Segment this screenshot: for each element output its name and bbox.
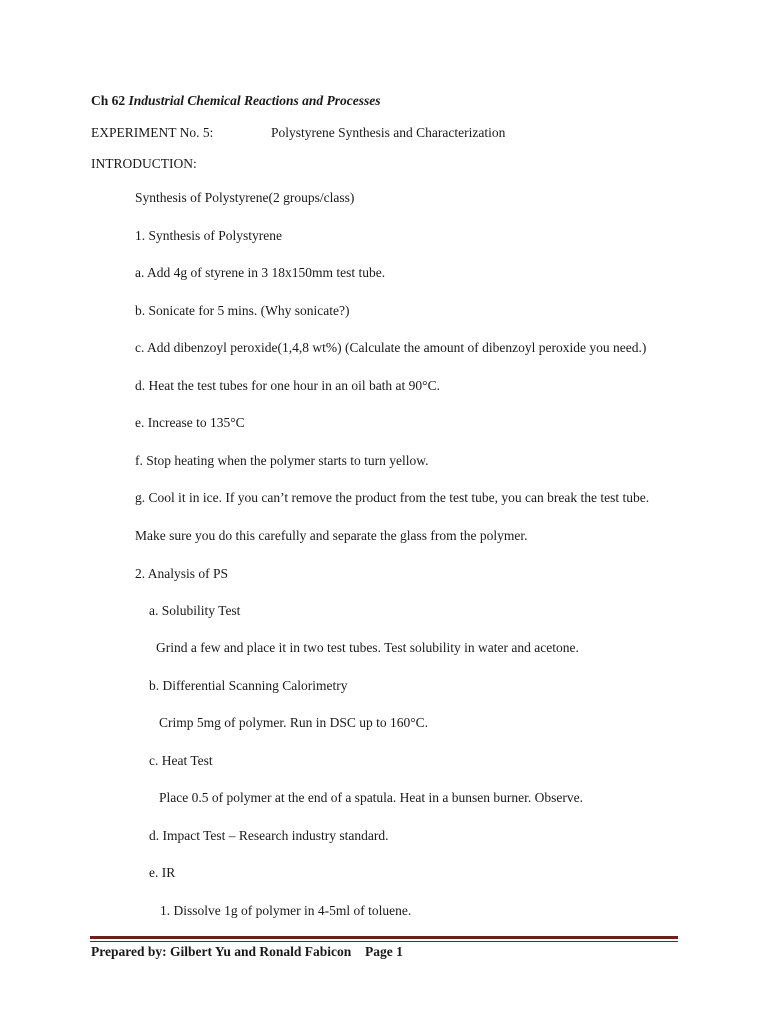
step-a: a. Add 4g of styrene in 3 18x150mm test tube.	[135, 265, 386, 280]
step-e: e. Increase to 135°C	[135, 415, 245, 430]
analysis-c-text: Place 0.5 of polymer at the end of a spatula. Heat in a bunsen burner. Observe.	[159, 790, 583, 805]
step-d: d. Heat the test tubes for one hour in an oil bath at 90°C.	[135, 378, 440, 393]
step-f: f. Stop heating when the polymer starts to turn yellow.	[135, 453, 429, 468]
analysis-e-title: e. IR	[149, 865, 176, 880]
experiment-title: Polystyrene Synthesis and Characterization	[271, 125, 506, 140]
step-g: g. Cool it in ice. If you can’t remove the product from the test tube, you can break the test tube.	[135, 490, 650, 505]
experiment-label: EXPERIMENT No. 5:	[91, 125, 214, 140]
analysis-e-step1: 1. Dissolve 1g of polymer in 4-5ml of toluene.	[160, 903, 412, 918]
course-title: Industrial Chemical Reactions and Processes	[128, 93, 381, 108]
section1-title: 1. Synthesis of Polystyrene	[135, 228, 282, 243]
step-c: c. Add dibenzoyl peroxide(1,4,8 wt%) (Calculate the amount of dibenzoyl peroxide you need.)	[135, 340, 647, 355]
course-code: Ch 62	[91, 93, 126, 108]
synthesis-heading: Synthesis of Polystyrene(2 groups/class)	[135, 190, 355, 205]
course-heading	[91, 93, 381, 109]
step-b: b. Sonicate for 5 mins. (Why sonicate?)	[135, 303, 350, 318]
footer-page-number: Page 1	[365, 944, 403, 959]
section2-title: 2. Analysis of PS	[135, 566, 229, 581]
analysis-a-title: a. Solubility Test	[149, 603, 241, 618]
introduction-label: INTRODUCTION:	[91, 156, 197, 171]
analysis-a-text: Grind a few and place it in two test tubes. Test solubility in water and acetone.	[156, 640, 579, 655]
step-g-continued: Make sure you do this carefully and separate the glass from the polymer.	[135, 528, 528, 543]
footer-rule-thin	[90, 941, 678, 942]
analysis-c-title: c. Heat Test	[149, 753, 213, 768]
analysis-d-title: d. Impact Test – Research industry standard.	[149, 828, 389, 843]
analysis-b-title: b. Differential Scanning Calorimetry	[149, 678, 348, 693]
analysis-b-text: Crimp 5mg of polymer. Run in DSC up to 160°C.	[159, 715, 429, 730]
footer-prepared-by: Prepared by: Gilbert Yu and Ronald Fabicon	[91, 944, 352, 959]
footer-rule-thick	[90, 936, 678, 939]
